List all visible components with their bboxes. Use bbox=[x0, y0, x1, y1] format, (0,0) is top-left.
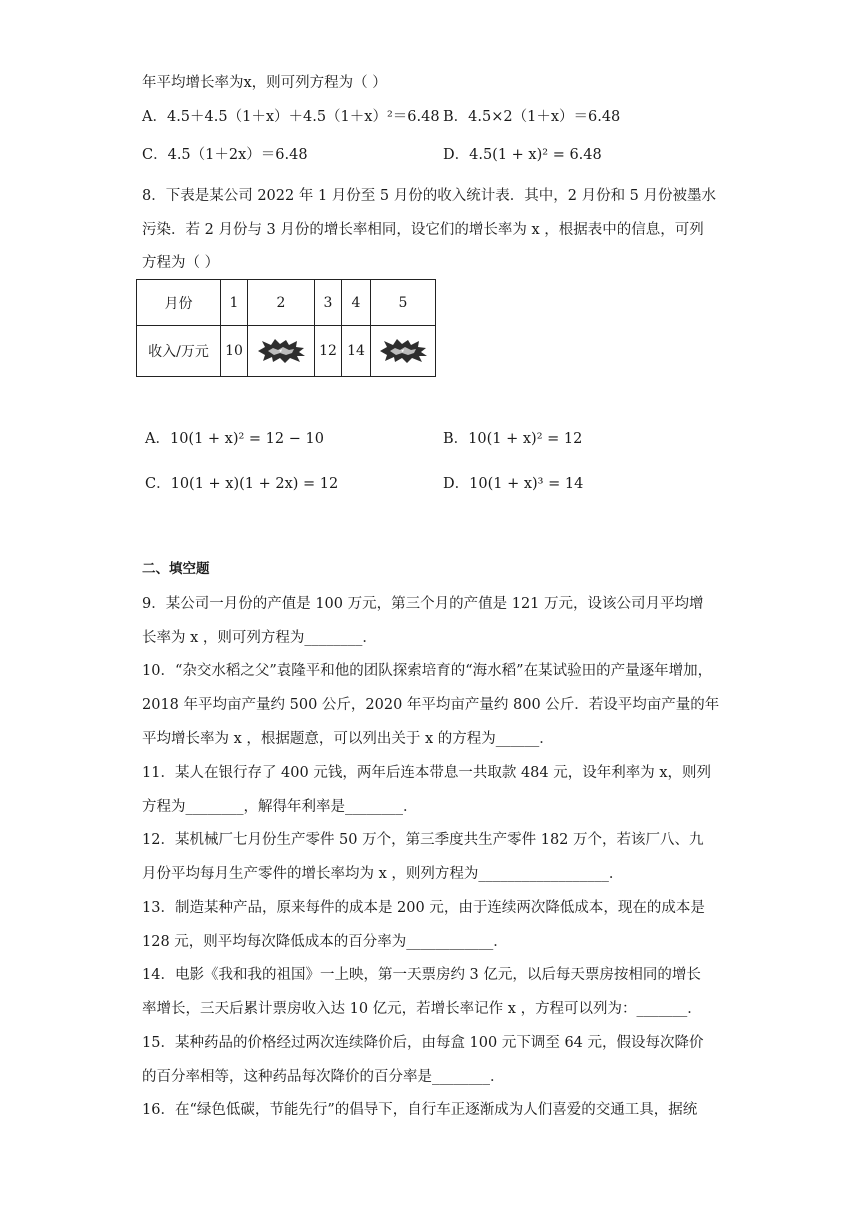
table-month-cell: 2 bbox=[248, 280, 315, 326]
table-month-cell: 5 bbox=[371, 280, 436, 326]
table-row-label: 收入/万元 bbox=[137, 326, 221, 377]
q10-line-3: 平均增长率为 x ，根据题意，可以列出关于 x 的方程为______． bbox=[142, 731, 554, 747]
q11-line-1: 11．某人在银行存了 400 元钱，两年后连本带息一共取款 484 元，设年利率为 x，则列 bbox=[142, 765, 712, 781]
q15-line-2: 的百分率相等，这种药品每次降价的百分率是________． bbox=[142, 1069, 505, 1085]
q7-stem-line: 年平均增长率为x，则可列方程为（ ） bbox=[142, 75, 387, 91]
q8-option-d: D．10(1 + x)³ = 14 bbox=[443, 476, 584, 492]
q13-line-1: 13．制造某种产品，原来每件的成本是 200 元，由于连续两次降低成本，现在的成本是 bbox=[142, 900, 705, 916]
q14-line-2: 率增长，三天后累计票房收入达 10 亿元，若增长率记作 x ，方程可以列为：_______． bbox=[142, 1001, 702, 1017]
ink-stain-icon bbox=[256, 339, 306, 363]
q14-line-1: 14．电影《我和我的祖国》一上映，第一天票房约 3 亿元，以后每天票房按相同的增长 bbox=[142, 967, 701, 983]
table-month-cell: 3 bbox=[315, 280, 342, 326]
table-value-cell: 14 bbox=[342, 326, 371, 377]
q12-line-2: 月份平均每月生产零件的增长率均为 x ，则列方程为__________________． bbox=[142, 866, 624, 882]
income-table bbox=[136, 279, 436, 377]
q10-line-2: 2018 年平均亩产量约 500 公斤，2020 年平均亩产量约 800 公斤．若设平均亩产量的年 bbox=[142, 697, 720, 713]
q12-line-1: 12．某机械厂七月份生产零件 50 万个，第三季度共生产零件 182 万个，若该厂八、九 bbox=[142, 832, 704, 848]
q15-line-1: 15．某种药品的价格经过两次连续降价后，由每盒 100 元下调至 64 元，假设每次降价 bbox=[142, 1035, 704, 1051]
ink-stain-icon bbox=[378, 339, 428, 363]
q8-option-b: B．10(1 + x)² = 12 bbox=[443, 431, 583, 447]
table-income-row bbox=[137, 326, 436, 377]
q7-option-a: A．4.5＋4.5（1＋x）＋4.5（1＋x）²＝6.48 bbox=[142, 109, 440, 125]
q9-line-2: 长率为 x ，则可列方程为________． bbox=[142, 630, 377, 646]
q7-option-c: C．4.5（1＋2x）＝6.48 bbox=[142, 147, 308, 163]
q9-line-1: 9．某公司一月份的产值是 100 万元，第三个月的产值是 121 万元，设该公司月平均增 bbox=[142, 596, 704, 612]
table-header-label: 月份 bbox=[137, 280, 221, 326]
ink-stain-cell bbox=[371, 326, 436, 377]
q7-option-d: D．4.5(1 + x)² = 6.48 bbox=[443, 147, 602, 163]
q8-stem-line-2: 污染．若 2 月份与 3 月份的增长率相同，设它们的增长率为 x ，根据表中的信息，可列 bbox=[142, 222, 704, 238]
q8-option-a: A．10(1 + x)² = 12 − 10 bbox=[145, 431, 324, 447]
q7-option-b: B．4.5×2（1＋x）＝6.48 bbox=[443, 109, 621, 125]
q8-stem-line-3: 方程为（ ） bbox=[142, 255, 220, 271]
q13-line-2: 128 元，则平均每次降低成本的百分率为____________． bbox=[142, 934, 508, 950]
q8-option-c: C．10(1 + x)(1 + 2x) = 12 bbox=[145, 476, 339, 492]
section-title: 二、填空题 bbox=[142, 561, 210, 577]
q10-line-1: 10．“杂交水稻之父”袁隆平和他的团队探索培育的“海水稻”在某试验田的产量逐年增加， bbox=[142, 663, 713, 679]
q8-stem-line-1: 8．下表是某公司 2022 年 1 月份至 5 月份的收入统计表．其中，2 月份和 5 月份被墨水 bbox=[142, 188, 717, 204]
table-header-row bbox=[137, 280, 436, 326]
table-month-cell: 4 bbox=[342, 280, 371, 326]
table-month-cell: 1 bbox=[221, 280, 248, 326]
q16-line-1: 16．在“绿色低碳，节能先行”的倡导下，自行车正逐渐成为人们喜爱的交通工具，据统 bbox=[142, 1102, 698, 1118]
q11-line-2: 方程为________，解得年利率是________． bbox=[142, 799, 418, 815]
ink-stain-cell bbox=[248, 326, 315, 377]
table-value-cell: 12 bbox=[315, 326, 342, 377]
table-value-cell: 10 bbox=[221, 326, 248, 377]
